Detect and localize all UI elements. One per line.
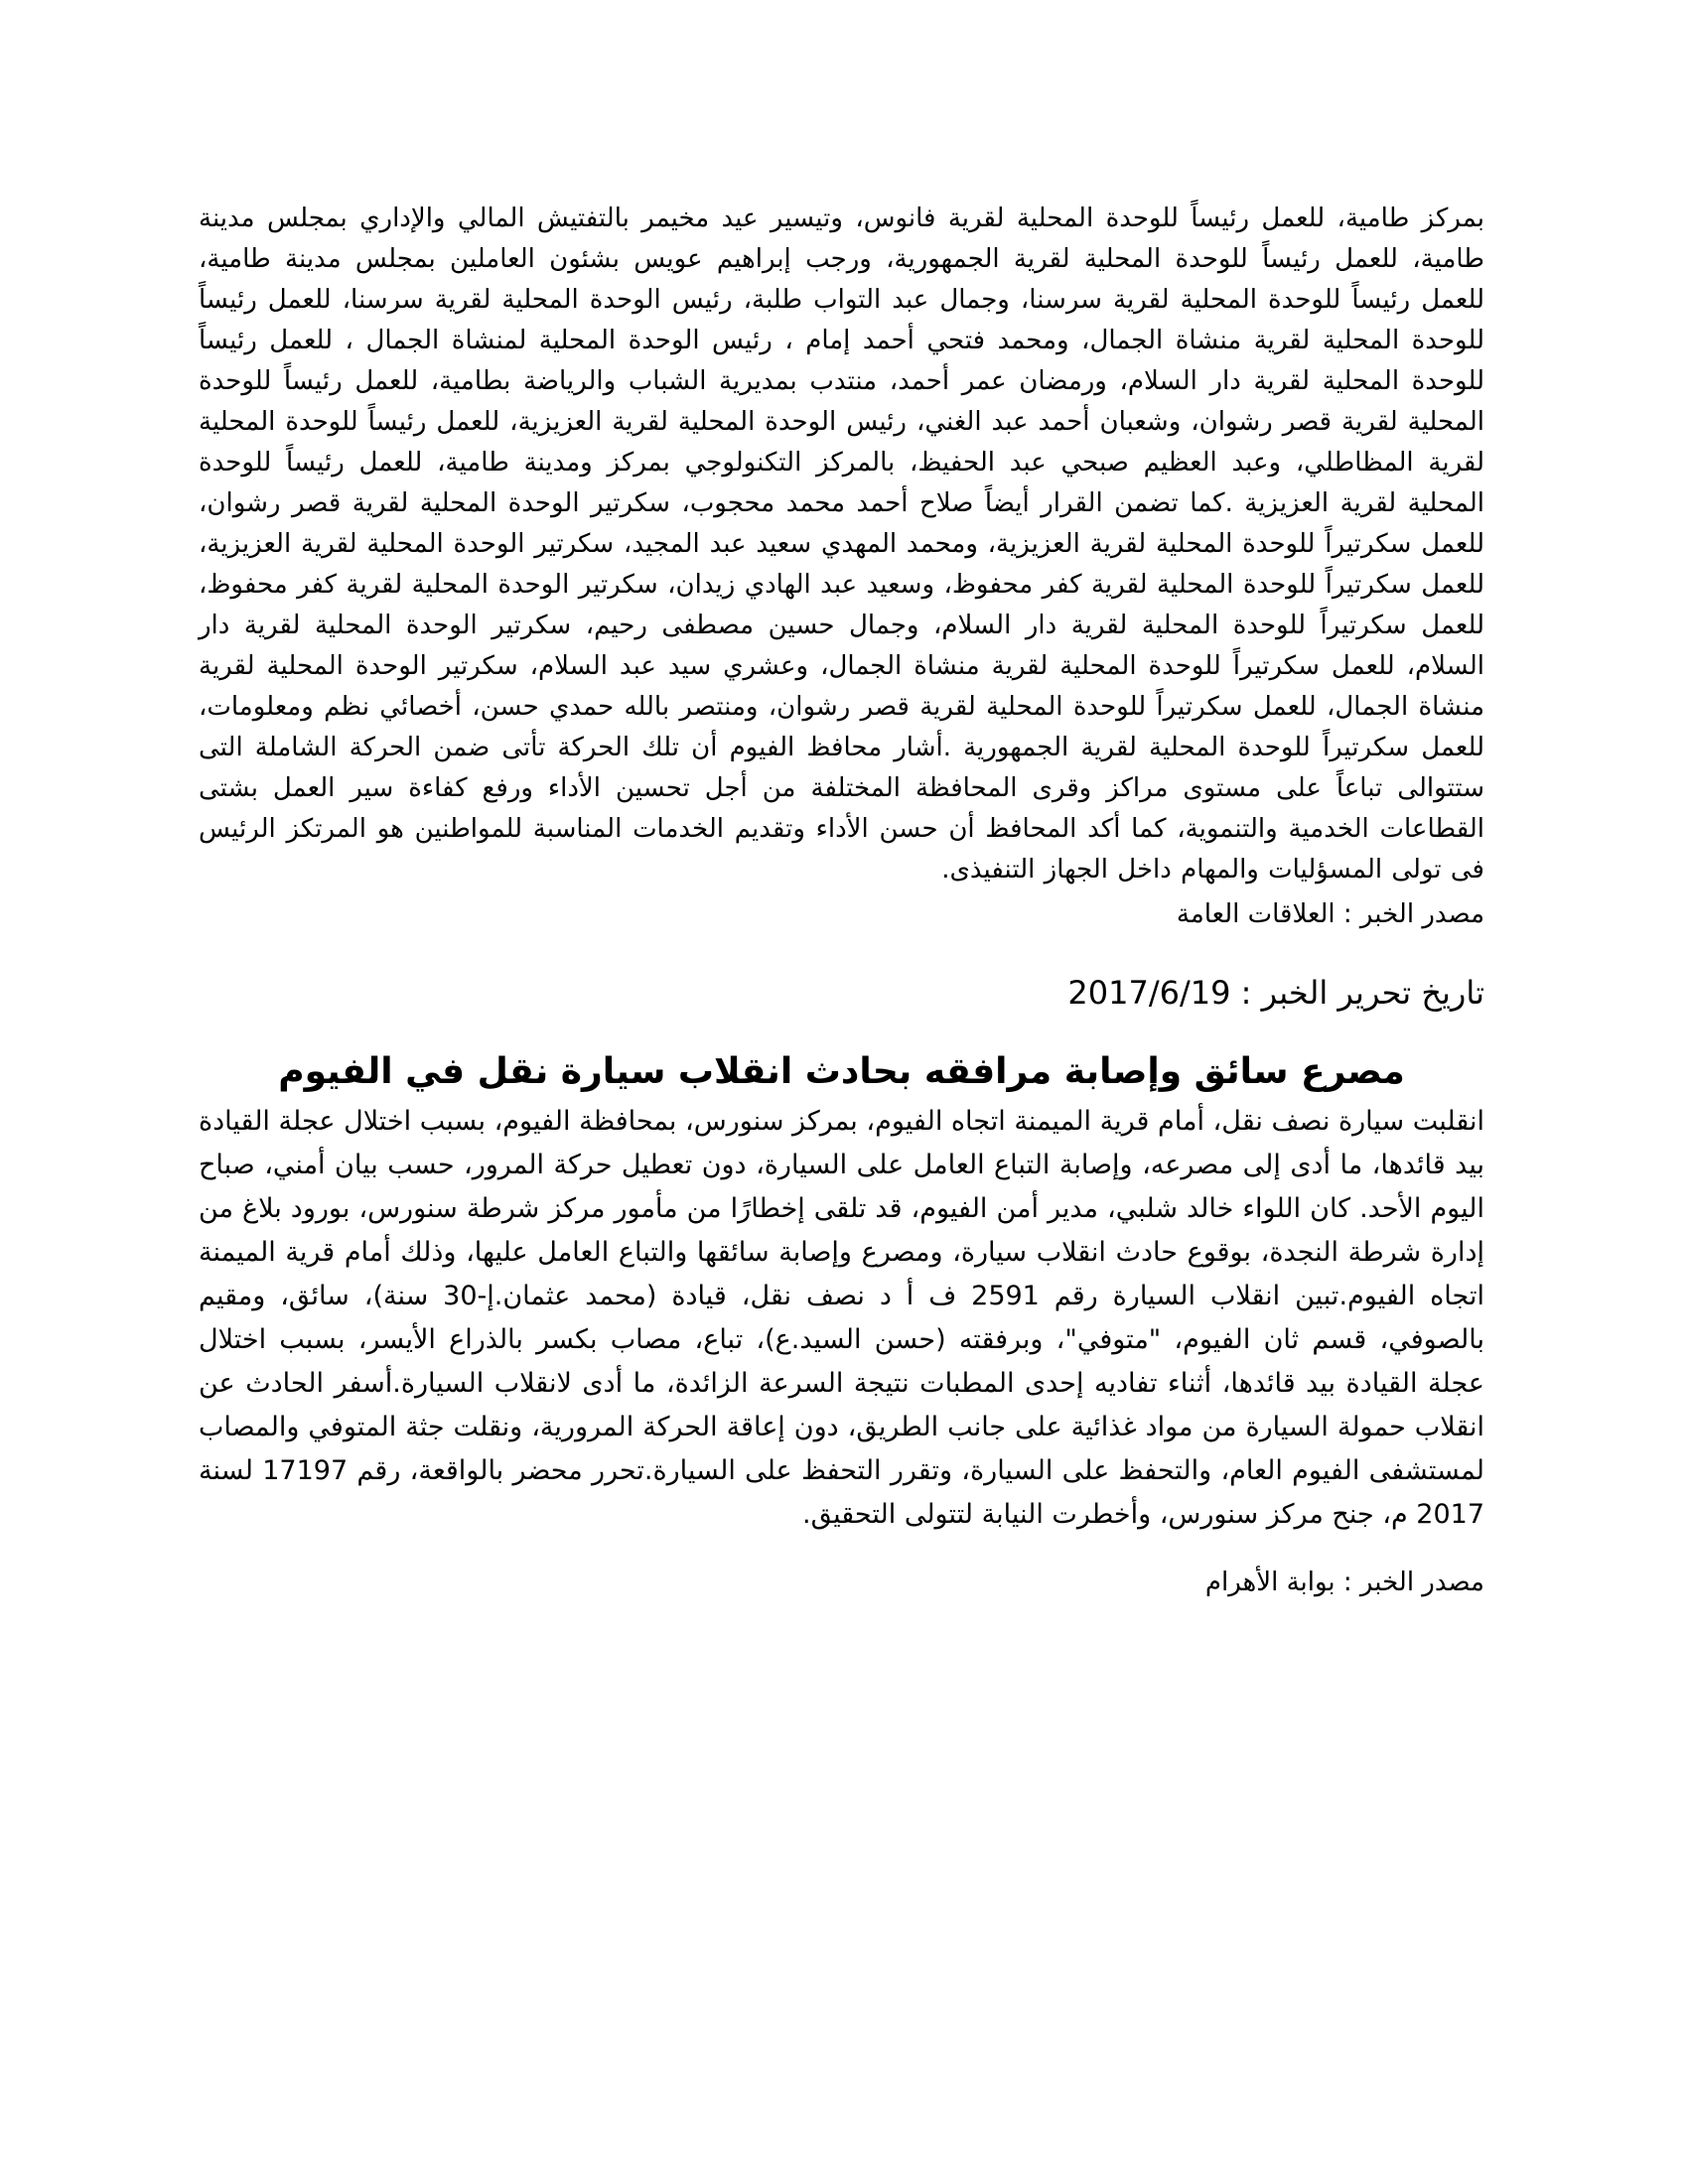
- article-headline: مصرع سائق وإصابة مرافقه بحادث انقلاب سيارة نقل في الفيوم: [278, 1051, 1405, 1092]
- edit-date-line: تاريخ تحرير الخبر : 2017/6/19: [1067, 974, 1484, 1012]
- article-body-paragraph: انقلبت سيارة نصف نقل، أمام قرية الميمنة اتجاه الفيوم، بمركز سنورس، بمحافظة الفيوم، بسبب اختلال عجلة القيادة بيد قائدها، ما أدى إلى مصرعه، وإصابة التباع العامل على السيارة، دون تعطيل حركة المرور، حسب بيان أمني، صباح اليوم الأحد. كان اللواء خالد شلبي، مدير أمن الفيوم، قد تلقى إخطارًا من مأمور مركز شرطة سنورس، بورود بلاغ من إدارة شرطة النجدة، بوقوع حادث انقلاب سيارة، ومصرع وإصابة سائقها والتباع العامل عليها، وذلك أمام قرية الميمنة اتجاه الفيوم.تبين انقلاب السيارة رقم 2591 ف أ د نصف نقل، قيادة (محمد عثمان.إ-30 سنة)، سائق، ومقيم بالصوفي، قسم ثان الفيوم، "متوفي"، وبرفقته (حسن السيد.ع)، تباع، مصاب بكسر بالذراع الأيسر، بسبب اختلال عجلة القيادة بيد قائدها، أثناء تفاديه إحدى المطبات نتيجة السرعة الزائدة، ما أدى لانقلاب السيارة.أسفر الحادث عن انقلاب حمولة السيارة من مواد غذائية على جانب الطريق، دون إعاقة الحركة المرورية، ونقلت جثة المتوفي والمصاب لمستشفى الفيوم العام، والتحفظ على السيارة، وتقرر التحفظ على السيارة.تحرر محضر بالواقعة، رقم 17197 لسنة 2017 م، جنح مركز سنورس، وأخطرت النيابة لتتولى التحقيق.: [199, 1106, 1484, 1530]
- article-continuation-paragraph: بمركز طامية، للعمل رئيساً للوحدة المحلية لقرية فانوس، وتيسير عيد مخيمر بالتفتيش المالي والإداري بمجلس مدينة طامية، للعمل رئيساً للوحدة المحلية لقرية الجمهورية، ورجب إبراهيم عويس بشئون العاملين بمجلس مدينة طامية، للعمل رئيساً للوحدة المحلية لقرية سرسنا، وجمال عبد التواب طلبة، رئيس الوحدة المحلية لقرية سرسنا، للعمل رئيساً للوحدة المحلية لقرية منشاة الجمال، ومحمد فتحي أحمد إمام ، رئيس الوحدة المحلية لمنشاة الجمال ، للعمل رئيساً للوحدة المحلية لقرية دار السلام، ورمضان عمر أحمد، منتدب بمديرية الشباب والرياضة بطامية، للعمل رئيساً للوحدة المحلية لقرية قصر رشوان، وشعبان أحمد عبد الغني، رئيس الوحدة المحلية لقرية العزيزية، للعمل رئيساً للوحدة المحلية لقرية المظاطلي، وعبد العظيم صبحي عبد الحفيظ، بالمركز التكنولوجي بمركز ومدينة طامية، للعمل رئيساً للوحدة المحلية لقرية العزيزية .كما تضمن القرار أيضاً صلاح أحمد محمد محجوب، سكرتير الوحدة المحلية لقرية قصر رشوان، للعمل سكرتيراً للوحدة المحلية لقرية العزيزية، ومحمد المهدي سعيد عبد المجيد، سكرتير الوحدة المحلية لقرية العزيزية، للعمل سكرتيراً للوحدة المحلية لقرية كفر محفوظ، وسعيد عبد الهادي زيدان، سكرتير الوحدة المحلية لقرية كفر محفوظ، للعمل سكرتيراً للوحدة المحلية لقرية دار السلام، وجمال حسين مصطفى رحيم، سكرتير الوحدة المحلية لقرية دار السلام، للعمل سكرتيراً للوحدة المحلية لقرية منشاة الجمال، وعشري سيد عبد السلام، سكرتير الوحدة المحلية لقرية منشاة الجمال، للعمل سكرتيراً للوحدة المحلية لقرية قصر رشوان، ومنتصر بالله حمدي حسن، أخصائي نظم ومعلومات، للعمل سكرتيراً للوحدة المحلية لقرية الجمهورية .أشار محافظ الفيوم أن تلك الحركة تأتى ضمن الحركة الشاملة التى ستتوالى تباعاً على مستوى مراكز وقرى المحافظة المختلفة من أجل تحسين الأداء ورفع كفاءة سير العمل بشتى القطاعات الخدمية والتنموية، كما أكد المحافظ أن حسن الأداء وتقديم الخدمات المناسبة للمواطنين هو المرتكز الرئيس فى تولى المسؤليات والمهام داخل الجهاز التنفيذى.: [199, 204, 1484, 885]
- news-source-line-2: مصدر الخبر : بوابة الأهرام: [1204, 1568, 1484, 1597]
- news-source-line: مصدر الخبر : العلاقات العامة: [1176, 899, 1484, 929]
- document-page: [199, 199, 1484, 1603]
